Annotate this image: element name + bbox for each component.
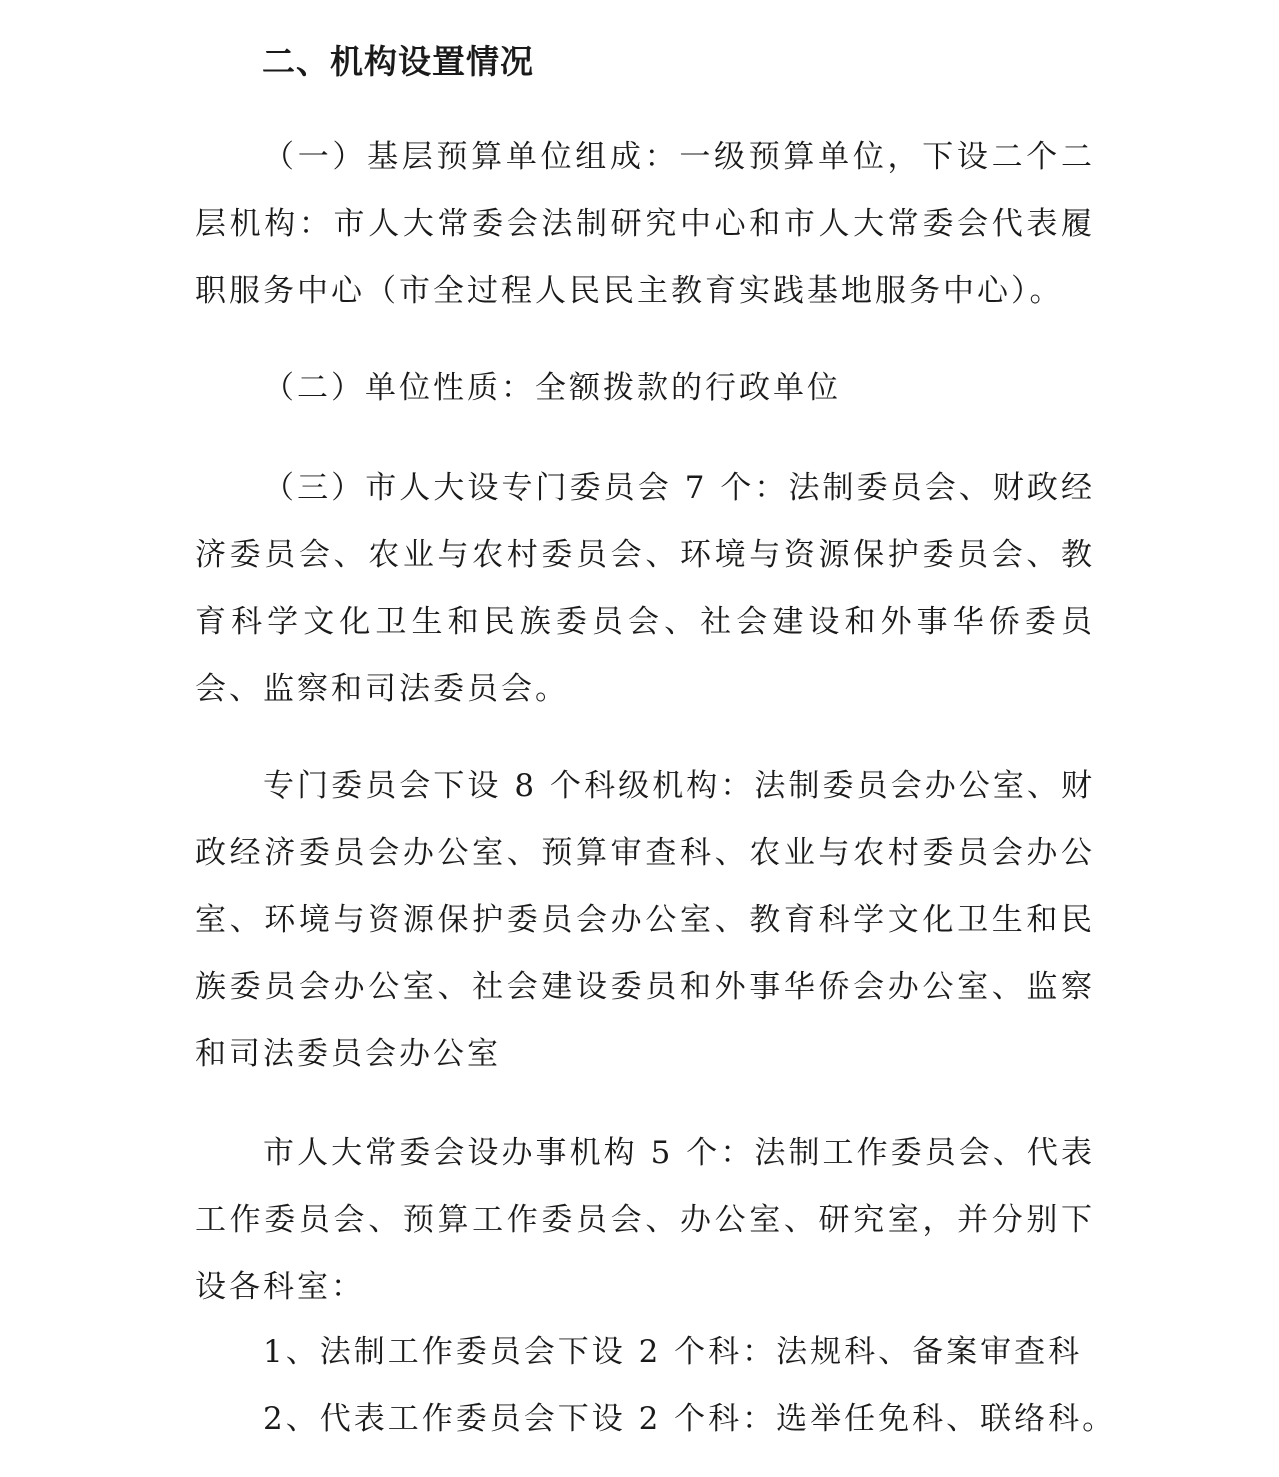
paragraph-budget-units: （一）基层预算单位组成：一级预算单位，下设二个二层机构：市人大常委会法制研究中心和市人大常委会代表履职服务中心（市全过程人民民主教育实践基地服务中心）。 (195, 139, 1095, 309)
list-item-legal-work-committee: 1、法制工作委员会下设 2 个科：法规科、备案审查科 (263, 1334, 1083, 1370)
paragraph-special-committees: （三）市人大设专门委员会 7 个：法制委员会、财政经济委员会、农业与农村委员会、环境与资源保护委员会、教育科学文化卫生和民族委员会、社会建设和外事华侨委员会、监察和司法委员会。 (195, 470, 1095, 707)
list-item-deputy-work-committee: 2、代表工作委员会下设 2 个科：选举任免科、联络科。 (263, 1401, 1117, 1437)
section-heading: 二、机构设置情况 (262, 42, 534, 81)
paragraph-unit-nature: （二）单位性质：全额拨款的行政单位 (263, 370, 841, 406)
paragraph-working-bodies: 市人大常委会设办事机构 5 个：法制工作委员会、代表工作委员会、预算工作委员会、办公室、研究室，并分别下设各科室： (195, 1135, 1095, 1305)
paragraph-section-offices: 专门委员会下设 8 个科级机构：法制委员会办公室、财政经济委员会办公室、预算审查科、农业与农村委员会办公室、环境与资源保护委员会办公室、教育科学文化卫生和民族委员会办公室、社会建设委员和外事华侨会办公室、监察和司法委员会办公室 (195, 768, 1095, 1072)
